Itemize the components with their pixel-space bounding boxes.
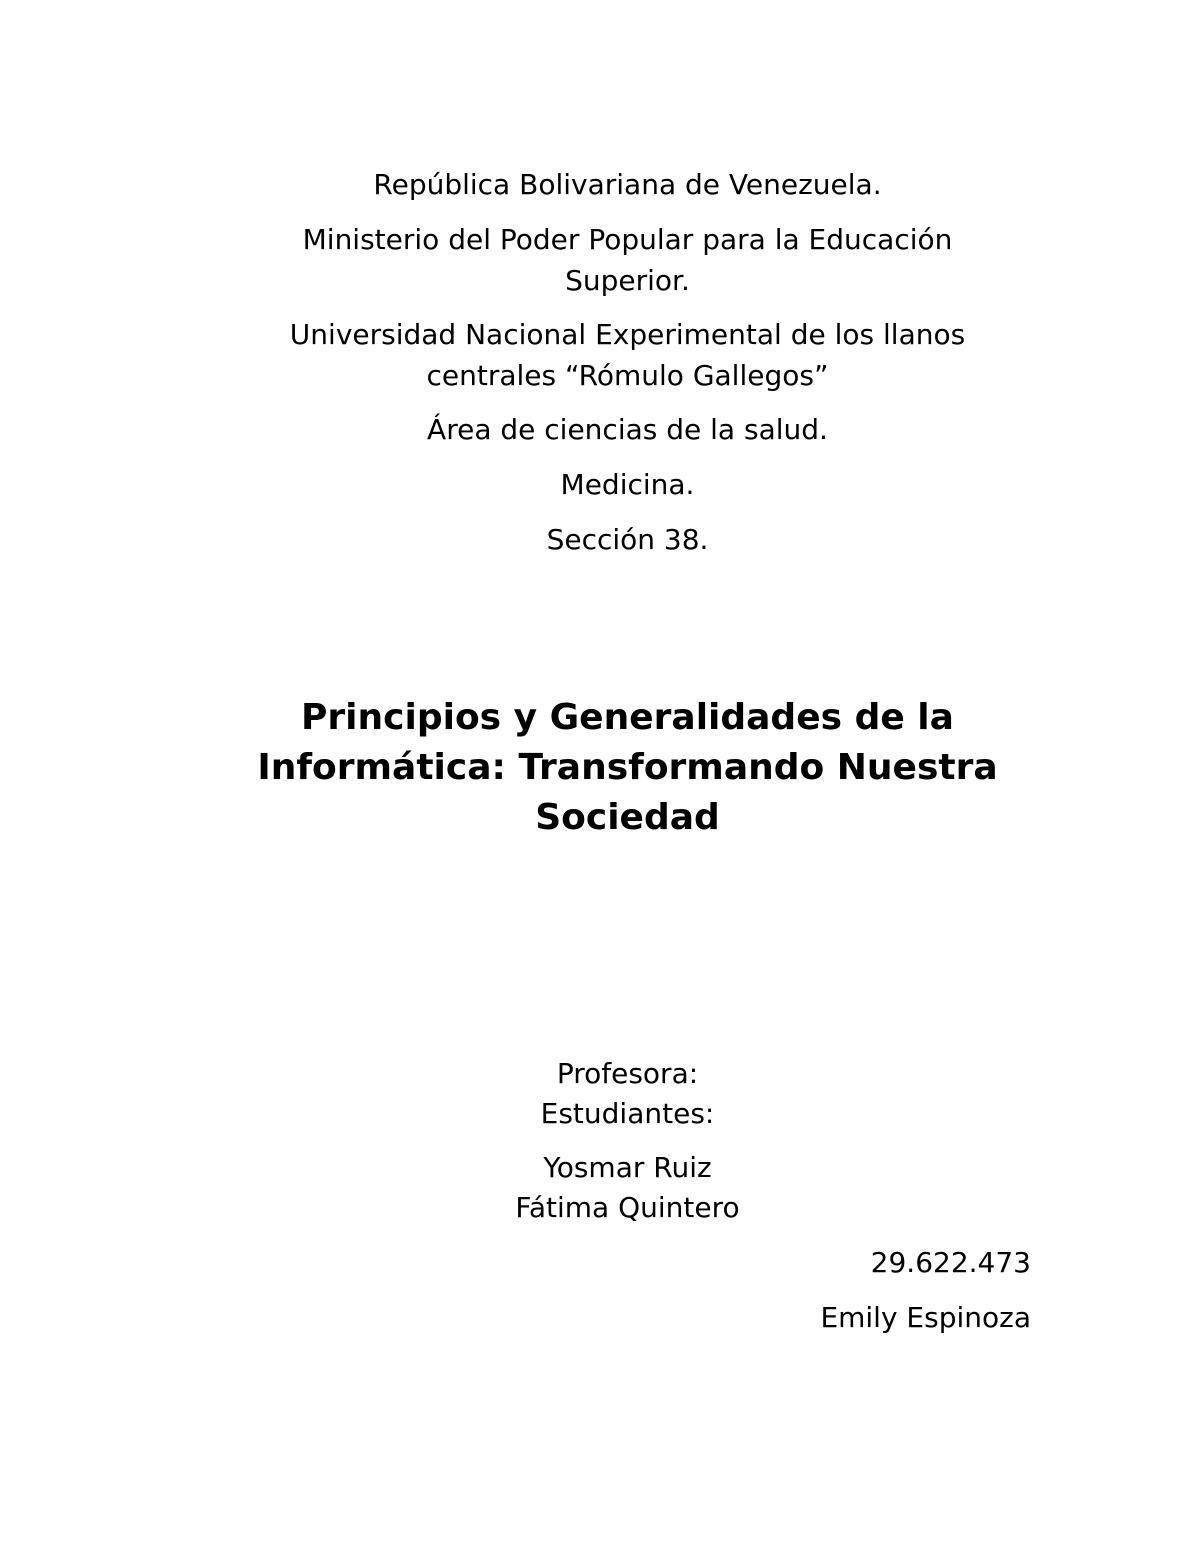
university-line-2: centrales “Rómulo Gallegos” bbox=[426, 359, 829, 392]
university-line-1: Universidad Nacional Experimental de los llanos bbox=[289, 318, 966, 351]
republic-line: República Bolivariana de Venezuela. bbox=[373, 168, 882, 201]
ministry-line-2: Superior. bbox=[565, 264, 690, 297]
student-name-1: Yosmar Ruiz bbox=[543, 1151, 712, 1184]
section-line: Sección 38. bbox=[546, 523, 709, 556]
title-line-1: Principios y Generalidades de la bbox=[301, 697, 954, 738]
title-line-3: Sociedad bbox=[535, 797, 720, 838]
student-name-3: Emily Espinoza bbox=[820, 1301, 1031, 1334]
area-line: Área de ciencias de la salud. bbox=[427, 413, 828, 446]
student-name-2: Fátima Quintero bbox=[515, 1191, 740, 1224]
title-line-2: Informática: Transformando Nuestra bbox=[257, 747, 998, 788]
students-label: Estudiantes: bbox=[540, 1097, 715, 1130]
career-line: Medicina. bbox=[560, 468, 695, 501]
professor-label: Profesora: bbox=[556, 1057, 699, 1090]
ministry-line-1: Ministerio del Poder Popular para la Educación bbox=[302, 223, 953, 256]
student-id-number: 29.622.473 bbox=[870, 1246, 1031, 1279]
